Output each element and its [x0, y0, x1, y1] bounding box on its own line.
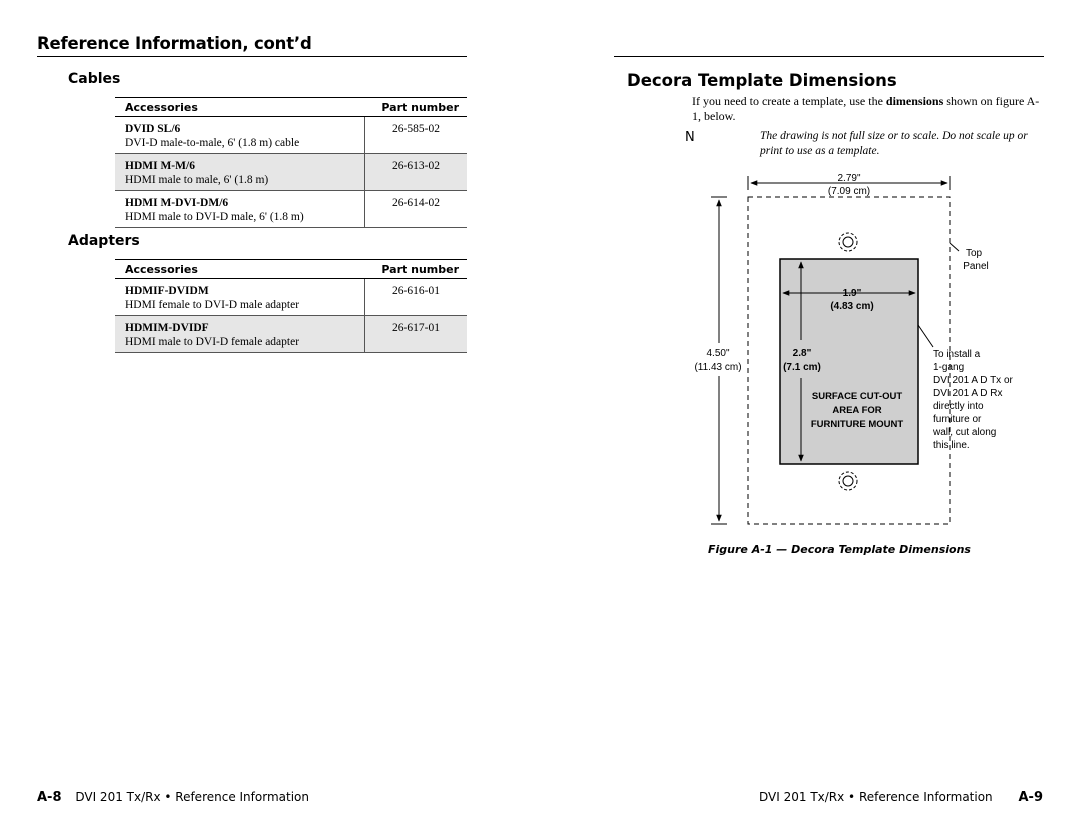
- install-note-line5: directly into: [933, 401, 984, 412]
- cables-heading: Cables: [68, 71, 121, 87]
- note-text: The drawing is not full size or to scale. Do not scale up or print to use as a template.: [760, 130, 1028, 157]
- screw-hole-top-icon: [839, 233, 857, 251]
- footer-left: [37, 790, 309, 805]
- page-title: Reference Information, cont’d: [37, 34, 312, 53]
- install-leader: [918, 325, 933, 347]
- width-label-in: 2.79": [837, 173, 861, 184]
- height-label-in: 4.50": [706, 348, 730, 359]
- product-name: DVID SL/6: [125, 123, 181, 135]
- header-rule-right: [614, 56, 1044, 57]
- top-panel-label-line2: Panel: [963, 261, 989, 272]
- height-label-cm: (11.43 cm): [694, 362, 742, 373]
- part-number-cell: 26-585-02: [365, 117, 468, 154]
- footer-right: [759, 790, 1043, 805]
- part-number-header: Part number: [365, 98, 468, 117]
- product-name: HDMIF-DVIDM: [125, 285, 209, 297]
- header-rule: [37, 56, 467, 57]
- footer-text: DVI 201 Tx/Rx • Reference Information: [75, 790, 309, 804]
- adapters-body: [115, 279, 467, 353]
- cutout-label-line3: FURNITURE MOUNT: [810, 419, 904, 430]
- table-row: [115, 117, 467, 154]
- table-row: [115, 191, 467, 228]
- note-icon: N: [685, 130, 695, 145]
- intro-bold: dimensions: [885, 94, 944, 108]
- part-number-cell: 26-617-01: [365, 316, 468, 353]
- product-description: HDMI male to DVI-D female adapter: [125, 336, 300, 348]
- part-number-cell: 26-614-02: [365, 191, 468, 228]
- product-name: HDMI M-DVI-DM/6: [125, 197, 229, 209]
- accessory-cell: [115, 117, 365, 154]
- cutout-label-line2: AREA FOR: [832, 405, 882, 416]
- product-description: HDMI male to male, 6' (1.8 m): [125, 174, 269, 186]
- adapters-heading: Adapters: [68, 233, 140, 249]
- screw-hole-bottom-icon: [839, 472, 857, 490]
- cutout-height-in: 2.8": [792, 348, 812, 359]
- table-row: [115, 279, 467, 316]
- cables-body: [115, 117, 467, 228]
- table-header-row: [115, 260, 467, 279]
- section-title: Decora Template Dimensions: [627, 71, 897, 90]
- accessories-header: Accessories: [115, 260, 365, 279]
- cutout-label-line1: SURFACE CUT-OUT: [811, 391, 903, 402]
- accessory-cell: [115, 316, 365, 353]
- table-header-row: [115, 98, 467, 117]
- install-note-line7: wall, cut along: [933, 427, 997, 438]
- width-label-cm: (7.09 cm): [827, 186, 871, 197]
- install-note-line4: DVI 201 A D Rx: [933, 388, 1003, 399]
- product-description: HDMI female to DVI-D male adapter: [125, 299, 300, 311]
- top-panel-leader: [950, 243, 959, 251]
- cutout-width-cm: (4.83 cm): [830, 301, 874, 312]
- intro-text: If you need to create a template, use the: [692, 94, 886, 108]
- cutout-height-cm: (7.1 cm): [783, 362, 821, 373]
- install-note-line8: this line.: [933, 440, 970, 451]
- install-note-line1: To install a: [933, 349, 981, 360]
- figure-caption: Figure A-1 — Decora Template Dimensions: [708, 543, 971, 556]
- install-note-line2: 1-gang: [933, 362, 965, 373]
- product-name: HDMIM-DVIDF: [125, 322, 209, 334]
- adapters-table: [115, 259, 467, 353]
- page-number: A-9: [1018, 790, 1043, 805]
- page-number: A-8: [37, 790, 62, 805]
- cutout-width-in: 1.9": [842, 288, 862, 299]
- accessory-cell: [115, 191, 365, 228]
- footer-text: DVI 201 Tx/Rx • Reference Information: [759, 790, 993, 804]
- product-name: HDMI M-M/6: [125, 160, 195, 172]
- accessories-header: Accessories: [115, 98, 365, 117]
- decora-template-figure: [690, 165, 1040, 535]
- part-number-cell: 26-616-01: [365, 279, 468, 316]
- accessory-cell: [115, 279, 365, 316]
- part-number-cell: 26-613-02: [365, 154, 468, 191]
- intro-paragraph: [692, 94, 1042, 124]
- accessory-cell: [115, 154, 365, 191]
- cables-table: [115, 97, 467, 228]
- table-row: [115, 154, 467, 191]
- product-description: DVI-D male-to-male, 6' (1.8 m) cable: [125, 137, 300, 149]
- part-number-header: Part number: [365, 260, 468, 279]
- install-note-line3: DVI 201 A D Tx or: [933, 375, 1013, 386]
- install-note-line6: furniture or: [933, 414, 982, 425]
- table-row: [115, 316, 467, 353]
- intro-text-end: shown on figure A-1, below.: [692, 94, 1040, 123]
- top-panel-label-line1: Top: [965, 248, 983, 259]
- product-description: HDMI male to DVI-D male, 6' (1.8 m): [125, 211, 304, 223]
